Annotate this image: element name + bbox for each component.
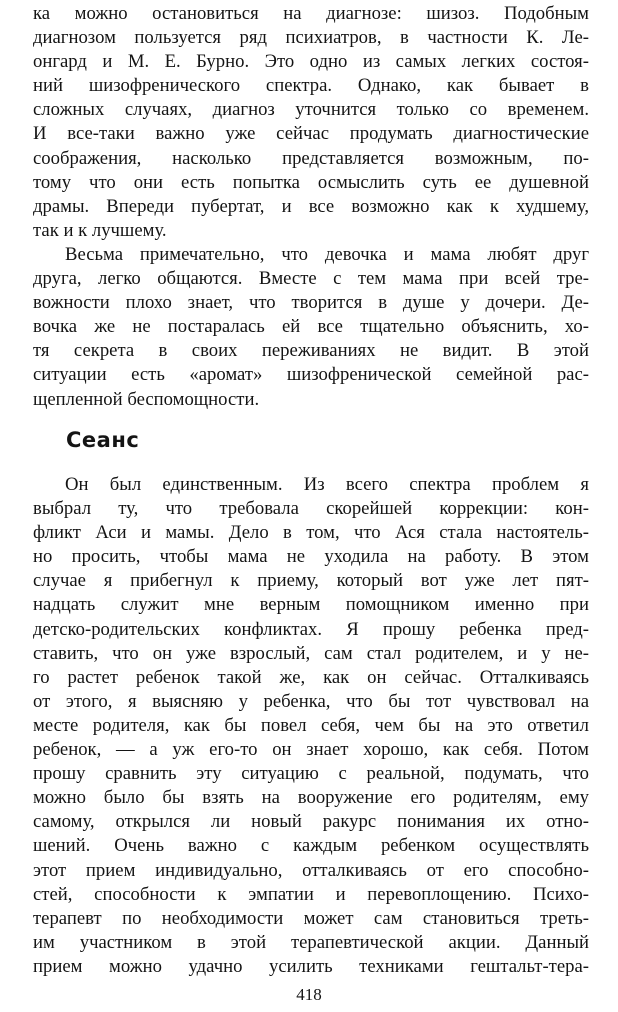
text-line: детско-родительских конфликтах. Я прошу ребенка пред-	[33, 618, 589, 640]
text-line: прием можно удачно усилить техниками гештальт-тера-	[33, 955, 589, 977]
text-line: ний шизофренического спектра. Однако, как бывает в	[33, 75, 589, 97]
text-line: но просить, чтобы мама не уходила на работу. В этом	[33, 546, 589, 568]
text-line: так и к лучшему.	[33, 219, 167, 241]
text-line: самому, открылся ли новый ракурс понимания их отно-	[33, 811, 589, 833]
text-line: терапевт по необходимости может сам становиться треть-	[33, 907, 589, 929]
paragraph-3	[33, 473, 589, 979]
text-line: тому что они есть попытка осмыслить суть ее душевной	[33, 171, 589, 193]
text-line: сложных случаях, диагноз уточнится только со временем.	[33, 99, 589, 121]
text-line: выбрал ту, что требовала скорейшей коррекции: кон-	[33, 498, 589, 520]
text-line: вожности плохо знает, что творится в душе у дочери. Де-	[33, 292, 589, 314]
paragraph-1	[33, 2, 589, 243]
text-line: И все-таки важно уже сейчас продумать диагностические	[33, 123, 589, 145]
text-line: стей, способности к эмпатии и перевоплощению. Психо-	[33, 883, 589, 905]
section-heading: Сеанс	[66, 428, 140, 452]
text-line: тя секрета в своих переживаниях не видит. В этой	[33, 340, 589, 362]
text-line: надцать служит мне верным помощником именно при	[33, 594, 589, 616]
paragraph-2	[33, 243, 589, 412]
text-line: можно было бы взять на вооружение его родителям, ему	[33, 787, 589, 809]
text-line: ка можно остановиться на диагнозе: шизоз. Подобным	[33, 3, 589, 24]
text-line: Весьма примечательно, что девочка и мама любят друг	[65, 244, 589, 265]
text-line: им участником в этой терапевтической акции. Данный	[33, 931, 589, 953]
text-line: Он был единственным. Из всего спектра проблем я	[65, 474, 589, 495]
text-line: диагнозом пользуется ряд психиатров, в частности К. Ле-	[33, 27, 589, 49]
page-number: 418	[296, 985, 322, 1004]
text-line: вочка же не постаралась ей все тщательно объяснить, хо-	[33, 316, 589, 338]
text-line: от этого, я выясняю у ребенка, что бы тот чувствовал на	[33, 690, 589, 712]
text-line: драмы. Впереди пубертат, и все возможно как к худшему,	[33, 195, 589, 217]
text-line: онгард и М. Е. Бурно. Это одно из самых легких состоя-	[33, 51, 589, 73]
text-line: шений. Очень важно с каждым ребенком осуществлять	[33, 835, 589, 857]
text-line: прошу сравнить эту ситуацию с реальной, подумать, что	[33, 763, 589, 785]
text-line: ребенок, — а уж его-то он знает хорошо, как себя. Потом	[33, 739, 589, 761]
text-line: друга, легко общаются. Вместе с тем мама при всей тре-	[33, 268, 589, 290]
text-line: соображения, насколько представляется возможным, по-	[33, 147, 589, 169]
text-line: ситуации есть «аромат» шизофренической семейной рас-	[33, 364, 589, 386]
text-line: этот прием индивидуально, отталкиваясь от его способно-	[33, 859, 589, 881]
text-line: случае я прибегнул к приему, который вот уже лет пят-	[33, 570, 589, 592]
text-line: месте родителя, как бы повел себя, чем бы на это ответил	[33, 714, 589, 736]
text-line: фликт Аси и мамы. Дело в том, что Ася стала настоятель-	[33, 522, 589, 544]
text-line: го растет ребенок такой же, как он сейчас. Отталкиваясь	[33, 666, 589, 688]
text-line: щепленной беспомощности.	[33, 388, 260, 410]
text-line: ставить, что он уже взрослый, сам стал родителем, и у не-	[33, 642, 589, 664]
